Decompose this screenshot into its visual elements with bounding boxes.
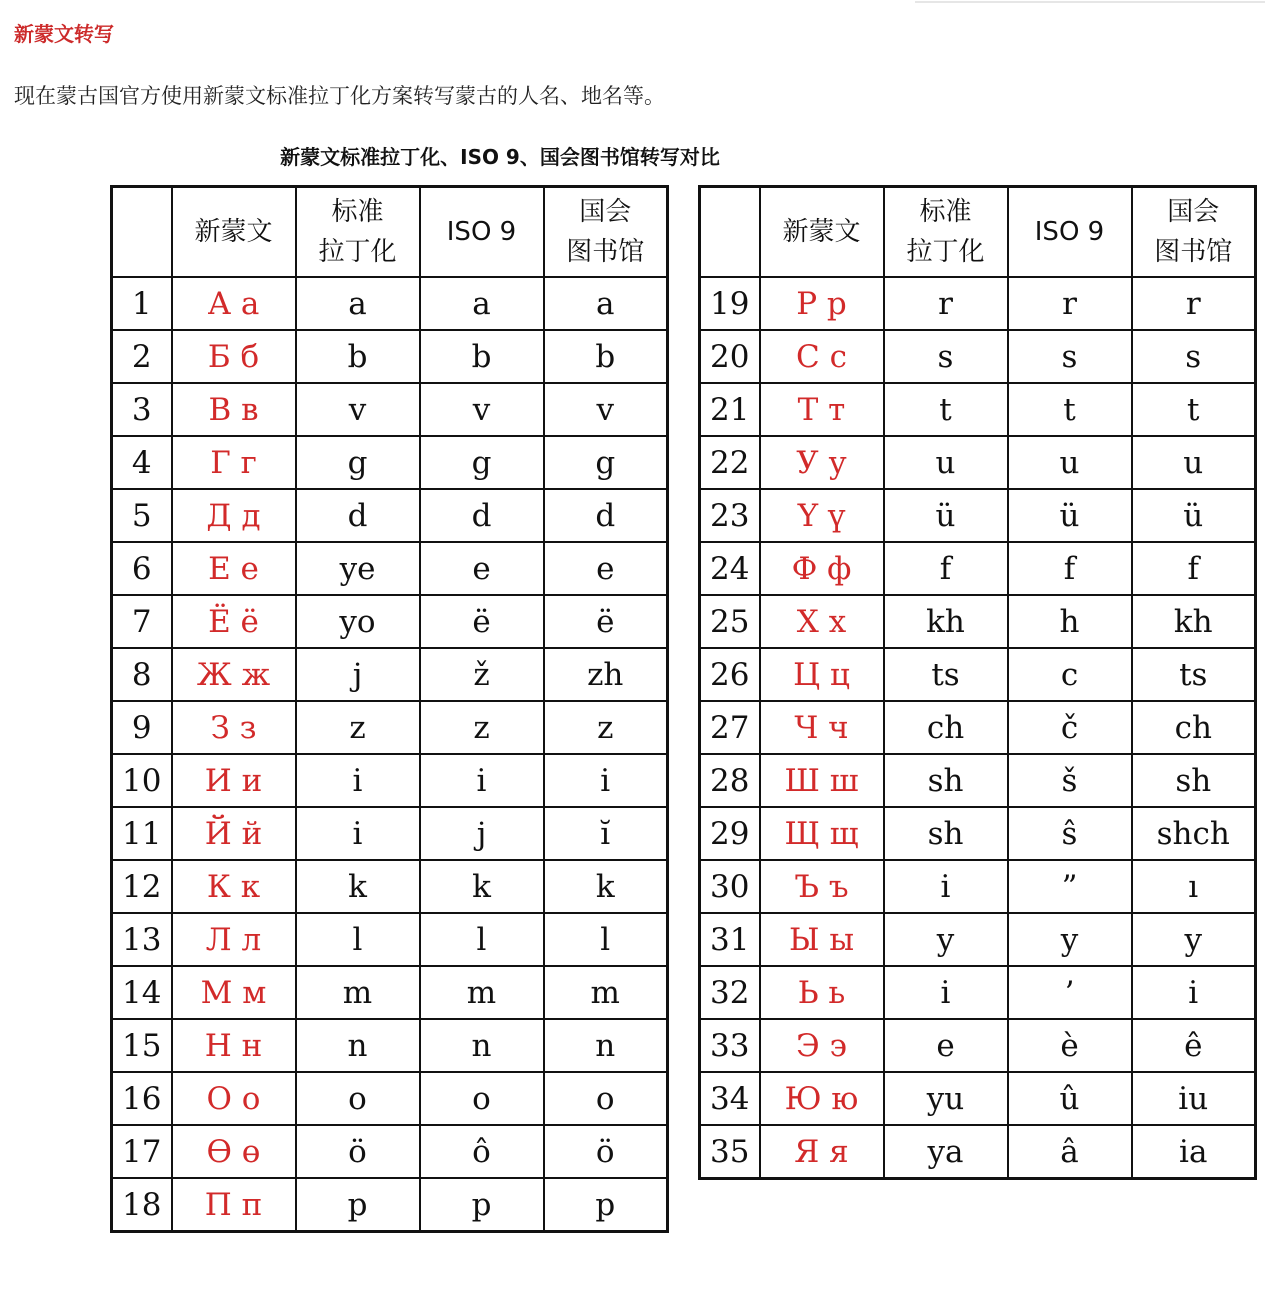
loc-transliteration: i — [544, 754, 668, 807]
row-number: 30 — [700, 860, 760, 913]
standard-romanization: ya — [884, 1125, 1008, 1179]
standard-romanization: i — [884, 966, 1008, 1019]
loc-transliteration: g — [544, 436, 668, 489]
loc-transliteration: s — [1132, 330, 1256, 383]
transliteration-table-right — [698, 185, 1257, 1180]
table-row — [112, 1178, 668, 1232]
loc-transliteration: b — [544, 330, 668, 383]
standard-romanization: b — [296, 330, 420, 383]
loc-transliteration: ü — [1132, 489, 1256, 542]
header-standard-line2: 拉丁化 — [906, 237, 985, 267]
loc-transliteration: ı — [1132, 860, 1256, 913]
iso9-transliteration: ŝ — [1008, 807, 1132, 860]
cyrillic-letter: Н н — [172, 1019, 296, 1072]
iso9-transliteration: k — [420, 860, 544, 913]
loc-transliteration: d — [544, 489, 668, 542]
cyrillic-letter: Я я — [760, 1125, 884, 1179]
loc-transliteration: ts — [1132, 648, 1256, 701]
row-number: 11 — [112, 807, 172, 860]
loc-transliteration: o — [544, 1072, 668, 1125]
table-row — [700, 913, 1256, 966]
header-loc-line2: 图书馆 — [1154, 237, 1233, 267]
row-number: 24 — [700, 542, 760, 595]
row-number: 8 — [112, 648, 172, 701]
iso9-transliteration: e — [420, 542, 544, 595]
cyrillic-letter: Г г — [172, 436, 296, 489]
cyrillic-letter: О о — [172, 1072, 296, 1125]
table-row — [700, 595, 1256, 648]
cyrillic-letter: Ъ ъ — [760, 860, 884, 913]
standard-romanization: m — [296, 966, 420, 1019]
iso9-transliteration: č — [1008, 701, 1132, 754]
header-standard — [296, 187, 420, 278]
standard-romanization: a — [296, 277, 420, 330]
table-row — [112, 701, 668, 754]
cyrillic-letter: Ш ш — [760, 754, 884, 807]
table-row — [112, 595, 668, 648]
cyrillic-letter: Ы ы — [760, 913, 884, 966]
loc-transliteration: p — [544, 1178, 668, 1232]
iso9-transliteration: ” — [1008, 860, 1132, 913]
loc-transliteration: k — [544, 860, 668, 913]
table-row — [112, 754, 668, 807]
iso9-transliteration: û — [1008, 1072, 1132, 1125]
table-row — [700, 1125, 1256, 1179]
standard-romanization: u — [884, 436, 1008, 489]
header-number — [112, 187, 172, 278]
cyrillic-letter: Ю ю — [760, 1072, 884, 1125]
standard-romanization: o — [296, 1072, 420, 1125]
header-standard-line1: 标准 — [331, 197, 384, 227]
row-number: 34 — [700, 1072, 760, 1125]
table-row — [112, 648, 668, 701]
table-row — [700, 807, 1256, 860]
table-body-left — [112, 277, 668, 1232]
iso9-transliteration: p — [420, 1178, 544, 1232]
iso9-transliteration: u — [1008, 436, 1132, 489]
standard-romanization: yu — [884, 1072, 1008, 1125]
row-number: 2 — [112, 330, 172, 383]
header-library-of-congress — [544, 187, 668, 278]
iso9-transliteration: i — [420, 754, 544, 807]
iso9-transliteration: l — [420, 913, 544, 966]
iso9-transliteration: ë — [420, 595, 544, 648]
header-loc-line1: 国会 — [1167, 197, 1220, 227]
standard-romanization: sh — [884, 754, 1008, 807]
table-row — [112, 383, 668, 436]
loc-transliteration: l — [544, 913, 668, 966]
cyrillic-letter: П п — [172, 1178, 296, 1232]
row-number: 14 — [112, 966, 172, 1019]
standard-romanization: i — [884, 860, 1008, 913]
table-row — [700, 330, 1256, 383]
iso9-transliteration: m — [420, 966, 544, 1019]
row-number: 20 — [700, 330, 760, 383]
table-row — [112, 542, 668, 595]
table-row — [700, 966, 1256, 1019]
table-row — [700, 754, 1256, 807]
top-divider — [915, 1, 1265, 3]
loc-transliteration: r — [1132, 277, 1256, 330]
iso9-transliteration: f — [1008, 542, 1132, 595]
cyrillic-letter: Ч ч — [760, 701, 884, 754]
iso9-transliteration: g — [420, 436, 544, 489]
iso9-transliteration: v — [420, 383, 544, 436]
header-cyrillic: 新蒙文 — [172, 187, 296, 278]
iso9-transliteration: c — [1008, 648, 1132, 701]
loc-transliteration: e — [544, 542, 668, 595]
cyrillic-letter: С с — [760, 330, 884, 383]
iso9-transliteration: a — [420, 277, 544, 330]
table-row — [700, 542, 1256, 595]
cyrillic-letter: Й й — [172, 807, 296, 860]
iso9-transliteration: b — [420, 330, 544, 383]
table-row — [112, 489, 668, 542]
header-number — [700, 187, 760, 278]
standard-romanization: r — [884, 277, 1008, 330]
loc-transliteration: t — [1132, 383, 1256, 436]
table-row — [112, 966, 668, 1019]
cyrillic-letter: Д д — [172, 489, 296, 542]
row-number: 15 — [112, 1019, 172, 1072]
loc-transliteration: ê — [1132, 1019, 1256, 1072]
table-row — [112, 1072, 668, 1125]
row-number: 23 — [700, 489, 760, 542]
loc-transliteration: sh — [1132, 754, 1256, 807]
row-number: 21 — [700, 383, 760, 436]
table-header-row — [700, 187, 1256, 278]
cyrillic-letter: Р р — [760, 277, 884, 330]
row-number: 5 — [112, 489, 172, 542]
standard-romanization: i — [296, 754, 420, 807]
iso9-transliteration: h — [1008, 595, 1132, 648]
iso9-transliteration: è — [1008, 1019, 1132, 1072]
row-number: 26 — [700, 648, 760, 701]
table-row — [700, 1072, 1256, 1125]
cyrillic-letter: Л л — [172, 913, 296, 966]
row-number: 25 — [700, 595, 760, 648]
cyrillic-letter: У у — [760, 436, 884, 489]
cyrillic-letter: К к — [172, 860, 296, 913]
standard-romanization: k — [296, 860, 420, 913]
table-row — [700, 277, 1256, 330]
row-number: 12 — [112, 860, 172, 913]
row-number: 28 — [700, 754, 760, 807]
loc-transliteration: ia — [1132, 1125, 1256, 1179]
iso9-transliteration: y — [1008, 913, 1132, 966]
row-number: 32 — [700, 966, 760, 1019]
loc-transliteration: iu — [1132, 1072, 1256, 1125]
table-row — [112, 330, 668, 383]
table-caption — [0, 141, 1280, 170]
header-standard — [884, 187, 1008, 278]
row-number: 10 — [112, 754, 172, 807]
standard-romanization: i — [296, 807, 420, 860]
header-cyrillic: 新蒙文 — [760, 187, 884, 278]
iso9-transliteration: ž — [420, 648, 544, 701]
table-row — [112, 436, 668, 489]
cyrillic-letter: Х х — [760, 595, 884, 648]
standard-romanization: kh — [884, 595, 1008, 648]
standard-romanization: ö — [296, 1125, 420, 1178]
row-number: 33 — [700, 1019, 760, 1072]
cyrillic-letter: Ф ф — [760, 542, 884, 595]
row-number: 18 — [112, 1178, 172, 1232]
row-number: 31 — [700, 913, 760, 966]
iso9-transliteration: j — [420, 807, 544, 860]
cyrillic-letter: Б б — [172, 330, 296, 383]
standard-romanization: y — [884, 913, 1008, 966]
header-loc-line2: 图书馆 — [566, 237, 645, 267]
intro-paragraph: 现在蒙古国官方使用新蒙文标准拉丁化方案转写蒙古的人名、地名等。 — [14, 84, 665, 108]
iso9-transliteration: o — [420, 1072, 544, 1125]
iso9-transliteration: ü — [1008, 489, 1132, 542]
row-number: 13 — [112, 913, 172, 966]
cyrillic-letter: З з — [172, 701, 296, 754]
iso9-transliteration: n — [420, 1019, 544, 1072]
cyrillic-letter: И и — [172, 754, 296, 807]
table-row — [112, 860, 668, 913]
cyrillic-letter: Ү ү — [760, 489, 884, 542]
cyrillic-letter: Щ щ — [760, 807, 884, 860]
cyrillic-letter: Ө ө — [172, 1125, 296, 1178]
row-number: 27 — [700, 701, 760, 754]
table-row — [700, 489, 1256, 542]
loc-transliteration: ĭ — [544, 807, 668, 860]
cyrillic-letter: М м — [172, 966, 296, 1019]
standard-romanization: v — [296, 383, 420, 436]
cyrillic-letter: Ж ж — [172, 648, 296, 701]
table-body-right — [700, 277, 1256, 1179]
loc-transliteration: kh — [1132, 595, 1256, 648]
loc-transliteration: shch — [1132, 807, 1256, 860]
table-row — [700, 648, 1256, 701]
standard-romanization: ye — [296, 542, 420, 595]
cyrillic-letter: Т т — [760, 383, 884, 436]
iso9-transliteration: s — [1008, 330, 1132, 383]
loc-transliteration: i — [1132, 966, 1256, 1019]
standard-romanization: f — [884, 542, 1008, 595]
standard-romanization: d — [296, 489, 420, 542]
row-number: 17 — [112, 1125, 172, 1178]
table-row — [700, 1019, 1256, 1072]
transliteration-table-left — [110, 185, 669, 1233]
iso9-transliteration: r — [1008, 277, 1132, 330]
standard-romanization: p — [296, 1178, 420, 1232]
row-number: 6 — [112, 542, 172, 595]
iso9-transliteration: ô — [420, 1125, 544, 1178]
standard-romanization: sh — [884, 807, 1008, 860]
standard-romanization: g — [296, 436, 420, 489]
header-iso9: ISO 9 — [1008, 187, 1132, 278]
standard-romanization: z — [296, 701, 420, 754]
row-number: 4 — [112, 436, 172, 489]
table-row — [112, 1019, 668, 1072]
cyrillic-letter: Э э — [760, 1019, 884, 1072]
table-row — [700, 701, 1256, 754]
iso9-transliteration: š — [1008, 754, 1132, 807]
header-iso9: ISO 9 — [420, 187, 544, 278]
iso9-transliteration: â — [1008, 1125, 1132, 1179]
row-number: 22 — [700, 436, 760, 489]
cyrillic-letter: Ё ё — [172, 595, 296, 648]
table-header-row — [112, 187, 668, 278]
loc-transliteration: n — [544, 1019, 668, 1072]
loc-transliteration: a — [544, 277, 668, 330]
row-number: 35 — [700, 1125, 760, 1179]
cyrillic-letter: А а — [172, 277, 296, 330]
header-loc-line1: 国会 — [579, 197, 632, 227]
row-number: 7 — [112, 595, 172, 648]
standard-romanization: yo — [296, 595, 420, 648]
iso9-transliteration: z — [420, 701, 544, 754]
loc-transliteration: zh — [544, 648, 668, 701]
cyrillic-letter: Е е — [172, 542, 296, 595]
table-row — [700, 436, 1256, 489]
standard-romanization: ts — [884, 648, 1008, 701]
table-row — [112, 1125, 668, 1178]
table-row — [112, 913, 668, 966]
table-row — [700, 383, 1256, 436]
table-row — [700, 860, 1256, 913]
table-caption-text: 新蒙文标准拉丁化、ISO 9、国会图书馆转写对比 — [280, 145, 720, 169]
row-number: 29 — [700, 807, 760, 860]
cyrillic-letter: Ц ц — [760, 648, 884, 701]
table-row — [112, 807, 668, 860]
standard-romanization: l — [296, 913, 420, 966]
loc-transliteration: f — [1132, 542, 1256, 595]
header-library-of-congress — [1132, 187, 1256, 278]
loc-transliteration: z — [544, 701, 668, 754]
header-standard-line2: 拉丁化 — [318, 237, 397, 267]
iso9-transliteration: d — [420, 489, 544, 542]
standard-romanization: t — [884, 383, 1008, 436]
cyrillic-letter: Ь ь — [760, 966, 884, 1019]
loc-transliteration: y — [1132, 913, 1256, 966]
table-row — [112, 277, 668, 330]
standard-romanization: e — [884, 1019, 1008, 1072]
standard-romanization: s — [884, 330, 1008, 383]
standard-romanization: ü — [884, 489, 1008, 542]
standard-romanization: j — [296, 648, 420, 701]
standard-romanization: ch — [884, 701, 1008, 754]
cyrillic-letter: В в — [172, 383, 296, 436]
iso9-transliteration: ’ — [1008, 966, 1132, 1019]
loc-transliteration: ö — [544, 1125, 668, 1178]
row-number: 19 — [700, 277, 760, 330]
loc-transliteration: ch — [1132, 701, 1256, 754]
loc-transliteration: ë — [544, 595, 668, 648]
row-number: 16 — [112, 1072, 172, 1125]
iso9-transliteration: t — [1008, 383, 1132, 436]
section-heading: 新蒙文转写 — [14, 22, 114, 46]
standard-romanization: n — [296, 1019, 420, 1072]
row-number: 1 — [112, 277, 172, 330]
row-number: 9 — [112, 701, 172, 754]
loc-transliteration: m — [544, 966, 668, 1019]
row-number: 3 — [112, 383, 172, 436]
loc-transliteration: u — [1132, 436, 1256, 489]
loc-transliteration: v — [544, 383, 668, 436]
header-standard-line1: 标准 — [919, 197, 972, 227]
